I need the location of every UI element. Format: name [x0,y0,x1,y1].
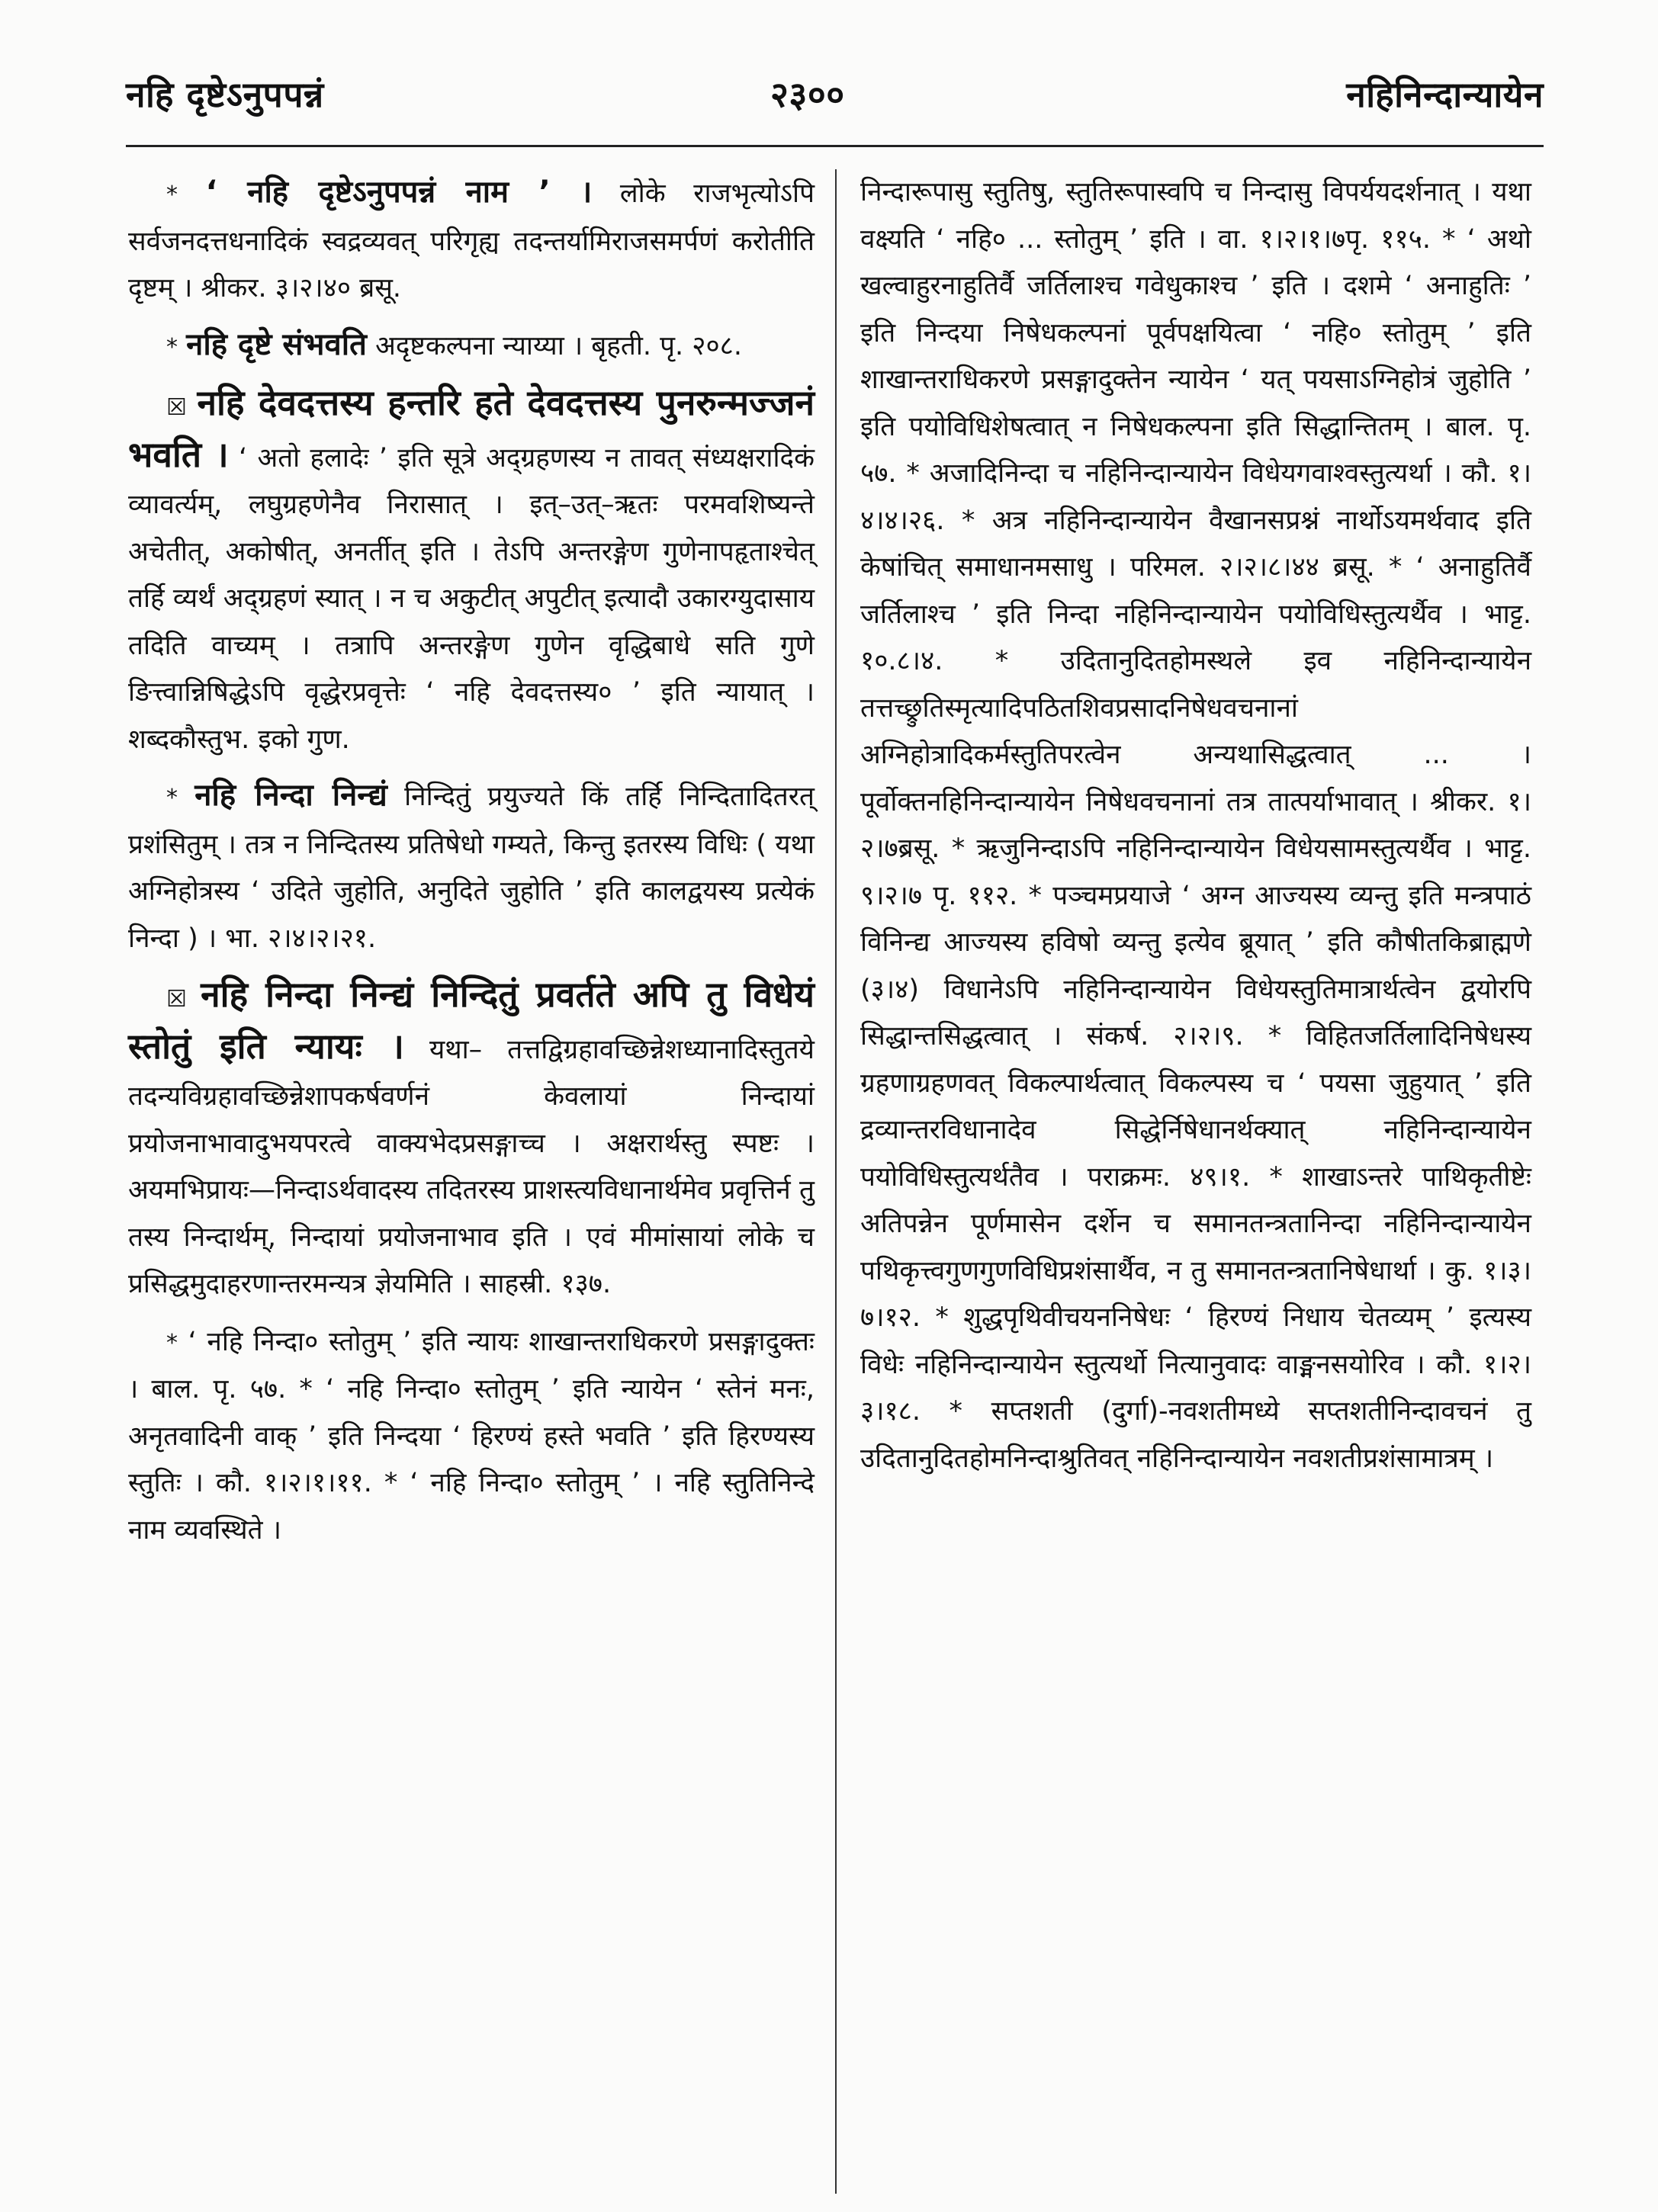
entry [128,971,815,1308]
asterisk-icon: * [166,1329,178,1356]
entry-text: निन्दितुं प्रयुज्यते किं तर्हि निन्दितादितरत् प्रशंसितुम् । तत्र न निन्दितस्य प्रतिषेधो गम्यते, किन्तु इतरस्य विधिः ( यथा अग्निहोत्रस्य ‘ उदिते जुहोति, अनुदिते जुहोति ’ इति कालद्वयस्य प्रत्येकं निन्दा ) । भा. २।४।२।२१. [128,782,815,954]
asterisk-icon: * [166,181,178,208]
left-column [128,169,815,1563]
entry [128,1318,815,1555]
entry [128,772,815,962]
asterisk-icon: * [166,333,178,361]
entry-text: अदृष्टकल्पना न्याय्या । बृहती. पृ. २०८. [375,330,742,361]
entry [128,322,815,371]
running-head-left: नहि दृष्टेऽनुपपन्नं [126,74,324,115]
entry [128,169,815,313]
entry-headword: नहि दृष्टे संभवति [186,326,367,362]
box-marker-icon: ☒ [166,394,187,421]
entry-text: लोके राजभृत्योऽपि सर्वजनदत्तधनादिकं स्वद्रव्यवत् परिगृह्य तदन्तर्यामिराजसमर्पणं करोतीति दृष्टम् । श्रीकर. ३।२।४० ब्रसू. [128,178,815,303]
box-marker-icon: ☒ [166,986,187,1013]
entry-headword: नहि देवदत्तस्य हन्तरि हते देवदत्तस्य पुनरुन्मज्जनं भवति । [128,382,815,475]
right-column [860,169,1531,1491]
entry-text: ‘ अतो हलादेः ’ इति सूत्रे अद्ग्रहणस्य न तावत् संध्यक्षरादिकं व्यावर्त्यम्, लघुग्रहणेनैव निरासात् । इत्–उत्–ऋतः परमवशिष्यन्ते अचेतीत्, अकोषीत्, अनर्तीत् इति । तेऽपि अन्तरङ्गेण गुणेनापहृताश्चेत् तर्हि व्यर्थं अद्ग्रहणं स्यात् । न च अकुटीत् अपुटीत् इत्यादौ उकारग्युदासाय तदिति वाच्यम् । तत्रापि अन्तरङ्गेण गुणेन वृद्धिबाधे सति गुणे ङित्त्वान्निषिद्धेऽपि वृद्धेरप्रवृत्तेः ‘ नहि देवदत्तस्य० ’ इति न्यायात् । शब्दकौस्तुभ. इको गुण. [128,442,815,755]
entry-headword: नहि निन्दा निन्द्यं [194,778,387,813]
page-header [0,0,1658,152]
entry-headword: ‘ नहि दृष्टेऽनुपपन्नं नाम ’ । [205,175,593,210]
entry [128,380,815,763]
entry-text: निन्दारूपासु स्तुतिषु, स्तुतिरूपास्वपि च निन्दासु विपर्ययदर्शनात् । यथा वक्ष्यति ‘ नहि० ... स्तोतुम् ’ इति । वा. १।२।१।७पृ. ११५. * ‘ अथो खल्वाहुरनाहुतिर्वै जर्तिलाश्च गवेधुकाश्च ’ इति । दशमे ‘ अनाहुतिः ’ इति निन्दया निषेधकल्पनां पूर्वपक्षयित्वा ‘ नहि० स्तोतुम् ’ इति शाखान्तराधिकरणे प्रसङ्गादुक्तेन न्यायेन ‘ यत् पयसाऽग्निहोत्रं जुहोति ’ इति पयोविधिशेषत्वात् न निषेधकल्पना इति सिद्धान्तितम् । बाल. पृ. ५७. * अजादिनिन्दा च नहिनिन्दान्यायेन विधेयगवाश्वस्तुत्यर्था । कौ. १।४।४।२६. * अत्र नहिनिन्दान्यायेन वैखानसप्रश्नं नार्थोऽयमर्थवाद इति केषांचित् समाधानमसाधु । परिमल. २।२।८।४४ ब्रसू. * ‘ अनाहुतिर्वै जर्तिलाश्च ’ इति निन्दा नहिनिन्दान्यायेन पयोविधिस्तुत्यर्थैव । भाट्ट. १०.८।४. * उदितानुदितहोमस्थले इव नहिनिन्दान्यायेन तत्तच्छ्रुतिस्मृत्यादिपठितशिवप्रसादनिषेधवचनानां अग्निहोत्रादिकर्मस्तुतिपरत्वेन अन्यथासिद्धत्वात् ... । पूर्वोक्तनहिनिन्दान्यायेन निषेधवचनानां तत्र तात्पर्याभावात् । श्रीकर. १।२।७ब्रसू. * ऋजुनिन्दाऽपि नहिनिन्दान्यायेन विधेयसामस्तुत्यर्थैव । भाट्ट. ९।२।७ पृ. ११२. * पञ्चमप्रयाजे ‘ अग्न आज्यस्य व्यन्तु इति मन्त्रपाठं विनिन्द्य आज्यस्य हविषो व्यन्तु इत्येव ब्रूयात् ’ इति कौषीतकिब्राह्मणे (३।४) विधानेऽपि नहिनिन्दान्यायेन विधेयस्तुतिमात्रार्थत्वेन द्वयोरपि सिद्धान्तसिद्धत्वात् । संकर्ष. २।२।९. * विहितजर्तिलादिनिषेधस्य ग्रहणाग्रहणवत् विकल्पार्थत्वात् विकल्पस्य च ‘ पयसा जुहुयात् ’ इति द्रव्यान्तरविधानादेव सिद्धेर्निषेधानर्थक्यात् नहिनिन्दान्यायेन पयोविधिस्तुत्यर्थतैव । पराक्रमः. ४९।१. * शाखाऽन्तरे पाथिकृतीष्टेः अतिपन्नेन पूर्णमासेन दर्शेन च समानतन्त्रतानिन्दा नहिनिन्दान्यायेन पथिकृत्त्वगुणगुणविधिप्रशंसार्थैव, न तु समानतन्त्रतानिषेधार्था । कु. १।३।७।१२. * शुद्धपृथिवीचयननिषेधः ‘ हिरण्यं निधाय चेतव्यम् ’ इत्यस्य विधेः नहिनिन्दान्यायेन स्तुत्यर्थो नित्यानुवादः वाङ्मनसयोरिव । कौ. १।२।३।१८. * सप्तशती (दुर्गा)-नवशतीमध्ये सप्तशतीनिन्दावचनं तु उदितानुदितहोमनिन्दाश्रुतिवत् नहिनिन्दान्यायेन नवशतीप्रशंसामात्रम् । [860,177,1531,1474]
entry-text: यथा– तत्तद्विग्रहावच्छिन्नेशध्यानादिस्तुतये तदन्यविग्रहावच्छिन्नेशापकर्षवर्णनं केवलायां निन्दायां प्रयोजनाभावादुभयपरत्वे वाक्यभेदप्रसङ्गाच्च । अक्षरार्थस्तु स्पष्टः । अयमभिप्रायः—निन्दाऽर्थवादस्य तदितरस्य प्राशस्त्यविधानार्थमेव प्रवृत्तिर्न तु तस्य निन्दार्थम्, निन्दायां प्रयोजनाभाव इति । एवं मीमांसायां लोके च प्रसिद्धमुदाहरणान्तरमन्यत्र ज्ञेयमिति । साहस्री. १३७. [128,1034,815,1299]
entry-text: ‘ नहि निन्दा० स्तोतुम् ’ इति न्यायः शाखान्तराधिकरणे प्रसङ्गादुक्तः । बाल. पृ. ५७. * ‘ नहि निन्दा० स्तोतुम् ’ इति न्यायेन ‘ स्तेनं मनः, अनृतवादिनी वाक् ’ इति निन्दया ‘ हिरण्यं हस्ते भवति ’ इति हिरण्यस्य स्तुतिः । कौ. १।२।१।११. * ‘ नहि निन्दा० स्तोतुम् ’ । नहि स्तुतिनिन्दे नाम व्यवस्थिते । [128,1326,815,1546]
page-number: २३०० [770,74,845,115]
running-head-right: नहिनिन्दान्यायेन [1346,74,1544,115]
header-rule [126,145,1544,147]
entry-headword: नहि निन्दा निन्द्यं निन्दितुं प्रवर्तते अपि तु विधेयं स्तोतुं इति न्यायः । [128,974,815,1067]
column-divider [835,169,837,2194]
asterisk-icon: * [166,785,178,811]
